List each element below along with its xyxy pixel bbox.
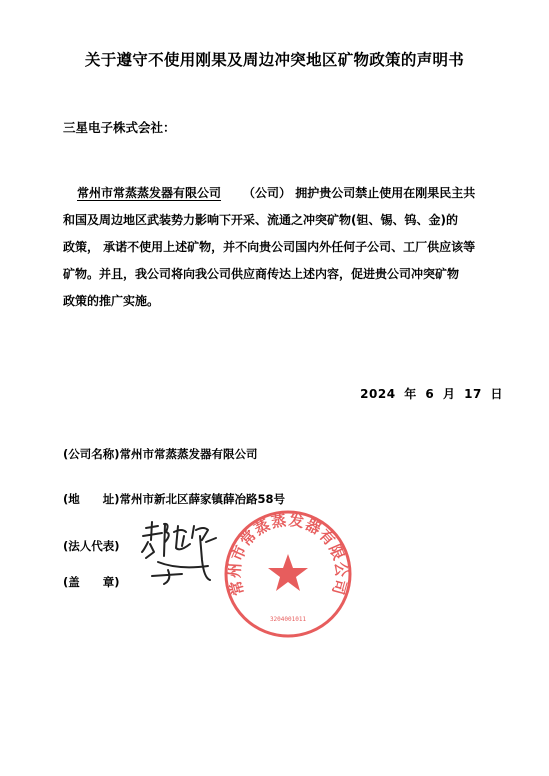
seal-number: 3204001011 <box>269 616 307 623</box>
seal-label: (盖 章) <box>63 575 120 589</box>
underlined-company-name: 常州市常蒸蒸发器有限公司 <box>77 186 222 200</box>
seal-arc-text: 常州市常蒸蒸发器有限公司 <box>225 510 351 598</box>
address-row <box>63 491 285 507</box>
body-line-4: 矿物。并且，我公司将向我公司供应商传达上述内容，促进贵公司冲突矿物 <box>63 267 460 281</box>
body-line-1 <box>63 180 503 207</box>
seal-star-icon <box>268 554 308 591</box>
address-value: 常州市新北区薛家镇薛冶路58号 <box>119 492 286 506</box>
address-label: (地 址) <box>63 492 120 506</box>
body-line-5: 政策的推广实施。 <box>63 294 160 308</box>
recipient: 三星电子株式会社： <box>63 120 176 135</box>
body-line-2: 和国及周边地区武装势力影响下开采、流通之冲突矿物(钽、锡、钨、金)的 <box>63 213 458 227</box>
declaration-body <box>63 180 503 315</box>
company-name-row <box>63 446 258 462</box>
body-line-1-rest: （公司） 拥护贵公司禁止使用在刚果民主共 <box>243 186 476 200</box>
document-date: 2024 年 6 月 17 日 <box>360 387 503 401</box>
company-seal <box>222 508 354 640</box>
body-line-3: 政策， 承诺不使用上述矿物，并不向贵公司国内外任何子公司、工厂供应该等 <box>63 240 476 254</box>
company-name-label: (公司名称) <box>63 447 120 461</box>
company-name-value: 常州市常蒸蒸发器有限公司 <box>119 447 258 461</box>
document-title: 关于遵守不使用刚果及周边冲突地区矿物政策的声明书 <box>84 51 465 69</box>
handwritten-signature <box>138 518 228 598</box>
legal-rep-label: (法人代表) <box>63 539 120 553</box>
